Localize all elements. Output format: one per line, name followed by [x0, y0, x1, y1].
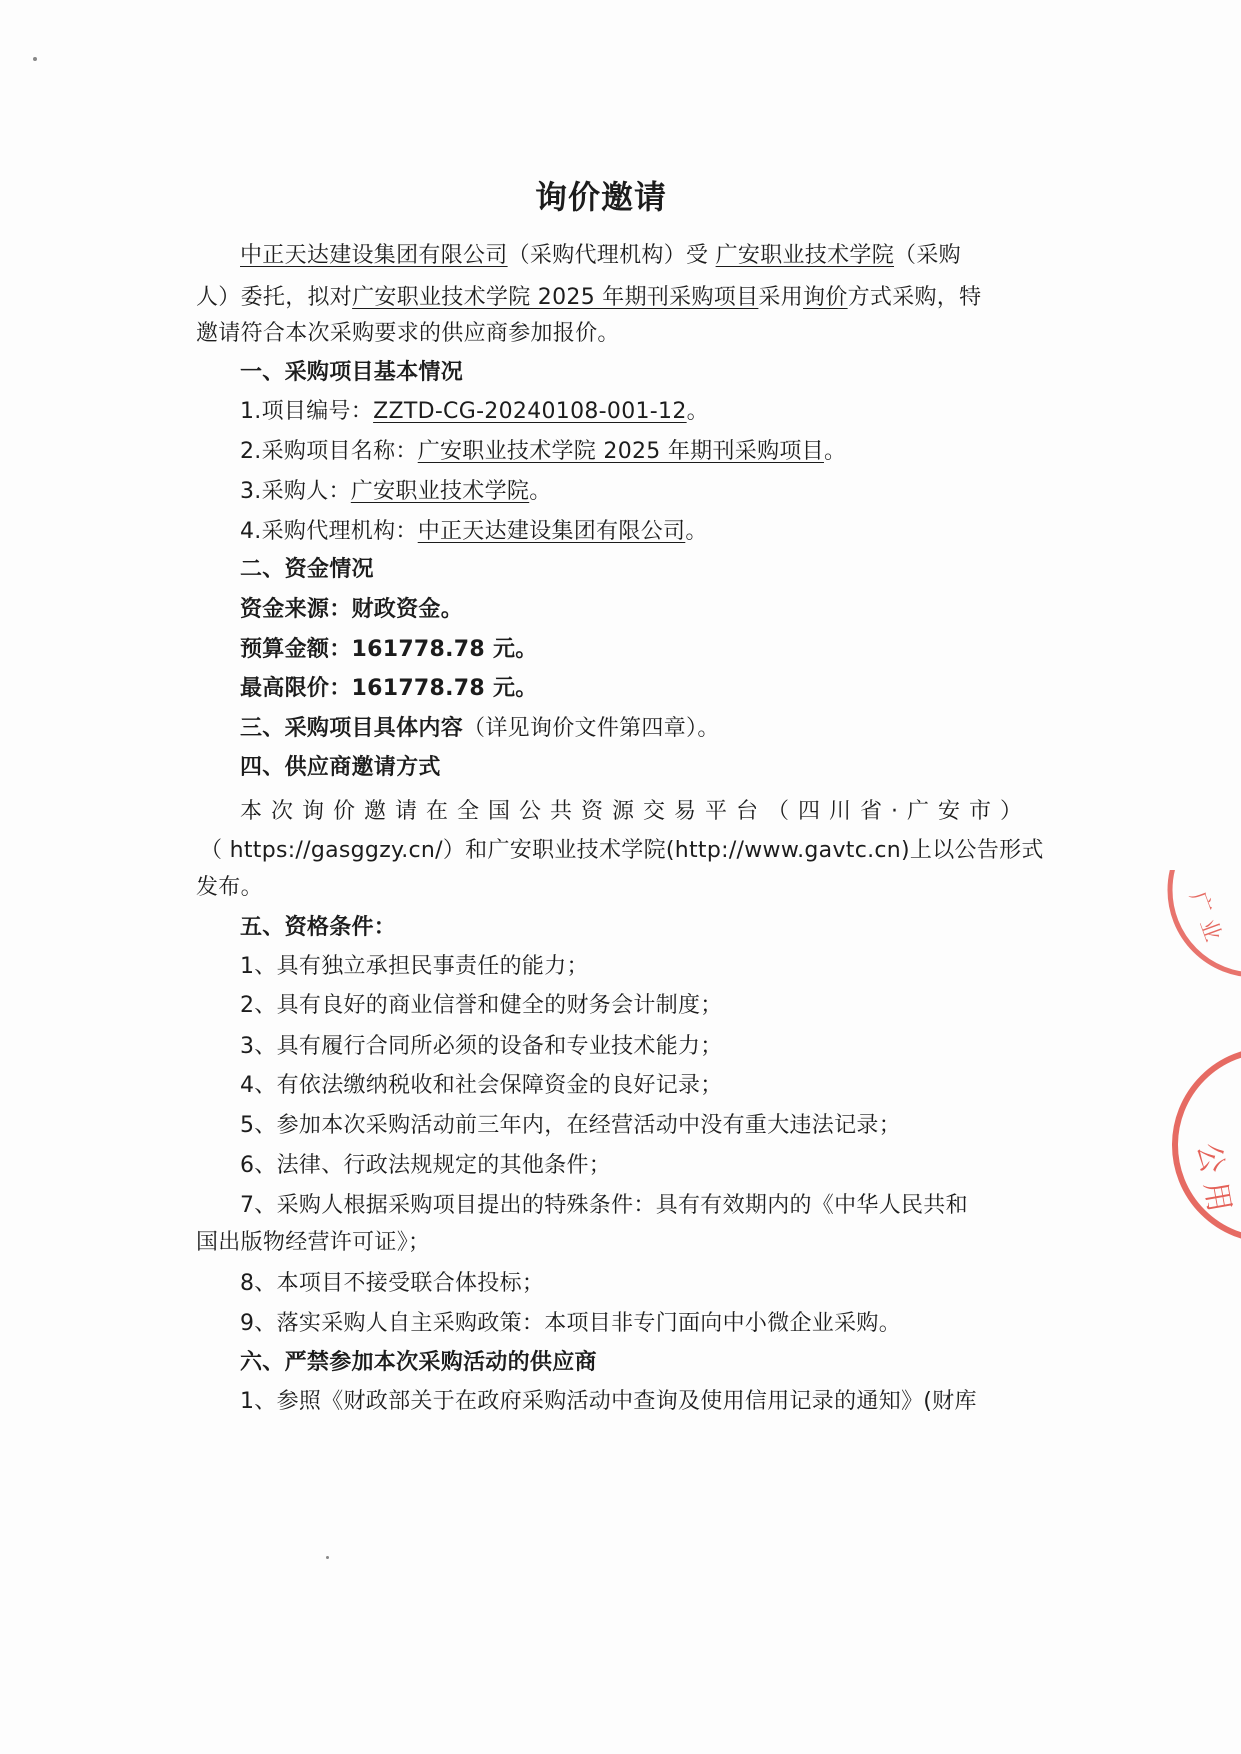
intro-text-a: 人）委托，拟对 — [196, 285, 353, 310]
qualification-item: 4、有依法缴纳税收和社会保障资金的良好记录； — [240, 1073, 723, 1098]
intro-line-1 — [240, 234, 961, 278]
intro-text-b: 采用 — [758, 285, 803, 310]
official-seal-icon — [1160, 870, 1241, 1310]
section-2-heading: 二、资金情况 — [240, 557, 374, 582]
intro-text-c: 方式采购，特 — [847, 285, 982, 310]
invite-line-2: （ https://gasggzy.cn/）和广安职业技术学院(http://www.gavtc.cn)上以公告形式 — [200, 838, 1044, 863]
scan-speck — [326, 1556, 329, 1559]
item-value: 中正天达建设集团有限公司 — [417, 519, 686, 544]
item-label: 4.采购代理机构： — [240, 519, 418, 544]
procurement-method: 询价 — [803, 285, 848, 310]
price-limit: 最高限价：161778.78 元。 — [240, 676, 538, 701]
section-3-title: 三、采购项目具体内容 — [240, 716, 464, 741]
svg-text:公 用: 公 用 — [1190, 1140, 1237, 1215]
qualification-item: 9、落实采购人自主采购政策：本项目非专门面向中小微企业采购。 — [240, 1311, 901, 1336]
qualification-item-continued: 国出版物经营许可证》； — [196, 1230, 431, 1255]
project-name: 广安职业技术学院 2025 年期刊采购项目 — [352, 285, 759, 310]
purchaser-role: （采购 — [894, 243, 961, 268]
qualification-item: 6、法律、行政法规规定的其他条件； — [240, 1153, 612, 1178]
intro-line-3: 邀请符合本次采购要求的供应商参加报价。 — [196, 321, 620, 346]
item-label: 3.采购人： — [240, 479, 351, 504]
fund-source: 资金来源：财政资金。 — [240, 597, 464, 622]
section-3-heading — [240, 707, 720, 751]
qualification-item: 2、具有良好的商业信誉和健全的财务会计制度； — [240, 993, 723, 1018]
agent-name: 中正天达建设集团有限公司 — [240, 243, 508, 268]
project-title — [240, 430, 846, 474]
section-1-heading: 一、采购项目基本情况 — [240, 360, 464, 385]
qualification-item: 3、具有履行合同所必须的设备和专业技术能力； — [240, 1034, 723, 1059]
svg-text:广 业: 广 业 — [1184, 888, 1226, 945]
invite-line-3: 发布。 — [196, 875, 263, 900]
qualification-item: 8、本项目不接受联合体投标； — [240, 1271, 545, 1296]
item-label: 2.采购项目名称： — [240, 439, 418, 464]
document-title: 询价邀请 — [535, 178, 668, 216]
item-value: 广安职业技术学院 — [350, 479, 530, 504]
item-value: 广安职业技术学院 2025 年期刊采购项目 — [417, 439, 824, 464]
section-6-heading: 六、严禁参加本次采购活动的供应商 — [240, 1350, 597, 1375]
purchaser — [240, 470, 552, 514]
project-number — [240, 390, 709, 434]
item-end: 。 — [685, 519, 708, 544]
section-4-heading: 四、供应商邀请方式 — [240, 755, 441, 780]
section-3-note: （详见询价文件第四章）。 — [463, 716, 720, 741]
scan-speck — [33, 57, 37, 61]
purchaser-name: 广安职业技术学院 — [715, 243, 895, 268]
agent-role: （采购代理机构）受 — [507, 243, 709, 268]
prohibited-supplier-item: 1、参照《财政部关于在政府采购活动中查询及使用信用记录的通知》(财库 — [240, 1389, 977, 1414]
qualification-item: 5、参加本次采购活动前三年内，在经营活动中没有重大违法记录； — [240, 1113, 901, 1138]
item-end: 。 — [823, 439, 847, 464]
qualification-item: 1、具有独立承担民事责任的能力； — [240, 954, 589, 979]
invite-line-1: 本次询价邀请在全国公共资源交易平台（四川省·广安市） — [240, 799, 1031, 824]
item-end: 。 — [686, 399, 709, 424]
section-5-heading: 五、资格条件： — [240, 915, 397, 940]
item-value: ZZTD-CG-20240108-001-12 — [373, 399, 687, 424]
budget-amount: 预算金额：161778.78 元。 — [240, 637, 538, 662]
item-label: 1.项目编号： — [240, 399, 374, 424]
qualification-item: 7、采购人根据采购项目提出的特殊条件：具有有效期内的《中华人民共和 — [240, 1193, 968, 1218]
item-end: 。 — [529, 479, 552, 504]
